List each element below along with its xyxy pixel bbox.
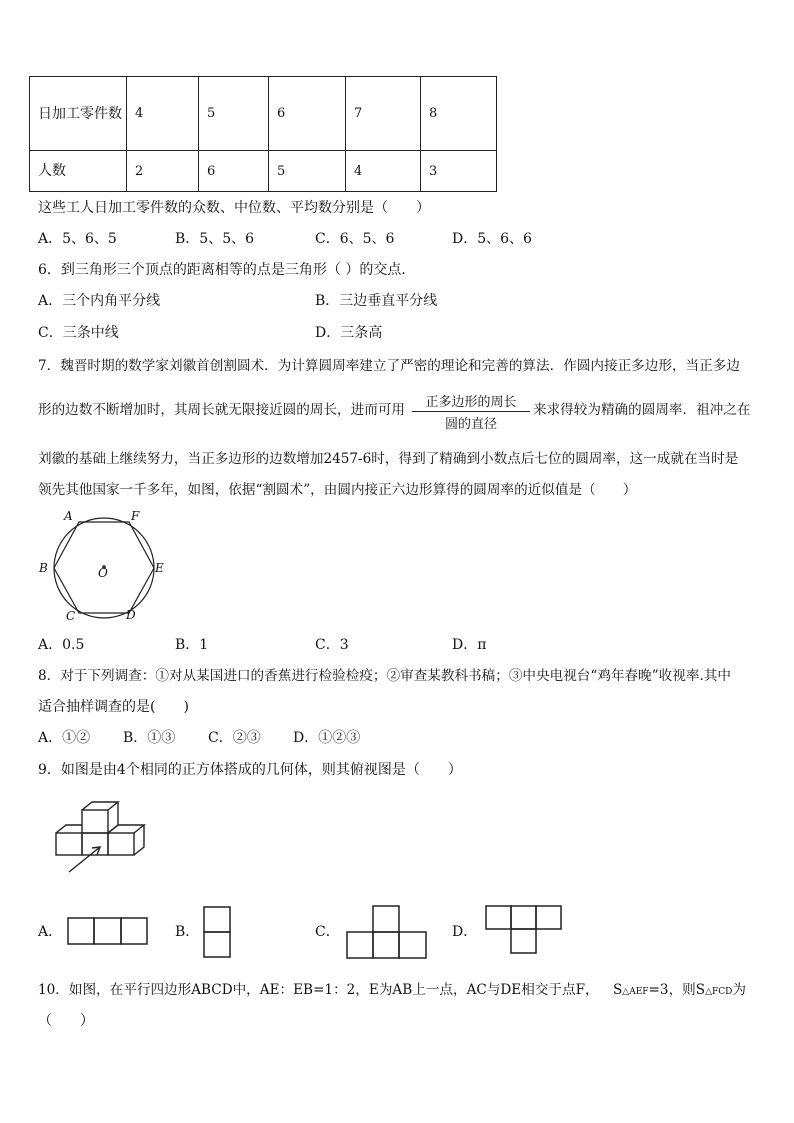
- q6-option-a[interactable]: A．三个内角平分线: [38, 293, 161, 309]
- q7-option-a[interactable]: A．0.5: [38, 637, 85, 653]
- table-cell: 8: [421, 77, 497, 151]
- label-a: A: [64, 509, 73, 523]
- q9-option-a[interactable]: A．: [38, 924, 63, 940]
- label-o: O: [98, 566, 108, 580]
- q6-stem: 6．到三角形三个顶点的距离相等的点是三角形（ ）的交点．: [38, 262, 416, 278]
- label-f: F: [131, 509, 140, 523]
- table-cell: 5: [269, 151, 346, 192]
- table-cell: 6: [269, 77, 346, 151]
- q8-line2: 适合抽样调查的是( ): [38, 699, 189, 715]
- table-cell: 4: [346, 151, 421, 192]
- label-d: D: [126, 608, 136, 622]
- q5-option-d[interactable]: D．5、6、6: [452, 231, 532, 247]
- q5-option-a[interactable]: A．5、6、5: [38, 231, 117, 247]
- label-e: E: [155, 561, 164, 575]
- q7-line3: 刘徽的基础上继续努力，当正多边形的边数增加2457-6时，得到了精确到小数点后七位的圆周率，这一成就在当时是: [38, 451, 739, 467]
- q9-option-c[interactable]: C．: [315, 924, 340, 940]
- q10-s-aef: [613, 982, 649, 998]
- label-c: C: [66, 609, 76, 623]
- q6-option-d[interactable]: D．三条高: [315, 325, 383, 341]
- q8-line1: 8．对于下列调查：①对从某国进口的香蕉进行检验检疫；②审查某教科书稿；③中央电视台“鸡年春晚”收视率.其中: [38, 668, 731, 684]
- q6-option-c[interactable]: C．三条中线: [38, 325, 119, 341]
- q8-option-c[interactable]: C．②③: [208, 730, 261, 746]
- q7-fraction-denominator: 圆的直径: [444, 417, 497, 432]
- q7-option-c[interactable]: C．3: [315, 637, 349, 653]
- table-header-parts: 日加工零件数: [30, 77, 127, 151]
- q10-mid-text: =3，则S: [648, 982, 706, 998]
- q7-line4: 领先其他国家一千多年，如图，依据“割圆术”，由圆内接正六边形算得的圆周率的近似值是（ ）: [38, 482, 637, 498]
- q5-option-c[interactable]: C．6、5、6: [315, 231, 395, 247]
- q10-line1: [38, 980, 746, 1002]
- q10-line2: （ ）: [38, 1013, 94, 1029]
- table-cell: 3: [421, 151, 497, 192]
- table-cell: 4: [127, 77, 199, 151]
- q8-option-a[interactable]: A．①②: [38, 730, 91, 746]
- q6-option-b[interactable]: B．三边垂直平分线: [315, 293, 438, 309]
- label-b: B: [39, 561, 48, 575]
- q7-line1: 7．魏晋时期的数学家刘徽首创割圆术．为计算圆周率建立了严密的理论和完善的算法．作圆内接正多边形，当正多边: [38, 358, 740, 374]
- q7-line2b: 来求得较为精确的圆周率．祖冲之在: [533, 402, 751, 418]
- q9-stem: 9．如图是由4个相同的正方体搭成的几何体，则其俯视图是（ ）: [38, 762, 462, 778]
- area-symbol: S: [612, 982, 623, 998]
- q9-option-b[interactable]: B．: [175, 924, 200, 940]
- q7-option-d[interactable]: D．π: [452, 637, 487, 653]
- area-subscript: △AEF: [622, 987, 649, 997]
- q9-option-d[interactable]: D．: [452, 924, 478, 940]
- q10-end-text: 为: [732, 982, 746, 998]
- q7-line2a: 形的边数不断增加时，其周长就无限接近圆的周长，进而可用: [38, 402, 406, 418]
- table-cell: 7: [346, 77, 421, 151]
- q7-fraction-numerator: 正多边形的周长: [412, 391, 530, 412]
- q7-option-b[interactable]: B．1: [175, 637, 209, 653]
- area-subscript-fcd: △FCD: [705, 987, 733, 997]
- table-cell: 6: [199, 151, 269, 192]
- q5-stem: 这些工人日加工零件数的众数、中位数、平均数分别是（ ）: [38, 200, 430, 216]
- q10-text: 10．如图，在平行四边形ABCD中，AE：EB=1：2，E为AB上一点，AC与DE相交于点F，: [38, 982, 599, 998]
- q8-option-d[interactable]: D．①②③: [293, 730, 361, 746]
- table-cell: 5: [199, 77, 269, 151]
- table-cell: 2: [127, 151, 199, 192]
- q8-option-b[interactable]: B．①③: [123, 730, 176, 746]
- q5-option-b[interactable]: B．5、5、6: [175, 231, 255, 247]
- table-header-count: 人数: [30, 151, 127, 192]
